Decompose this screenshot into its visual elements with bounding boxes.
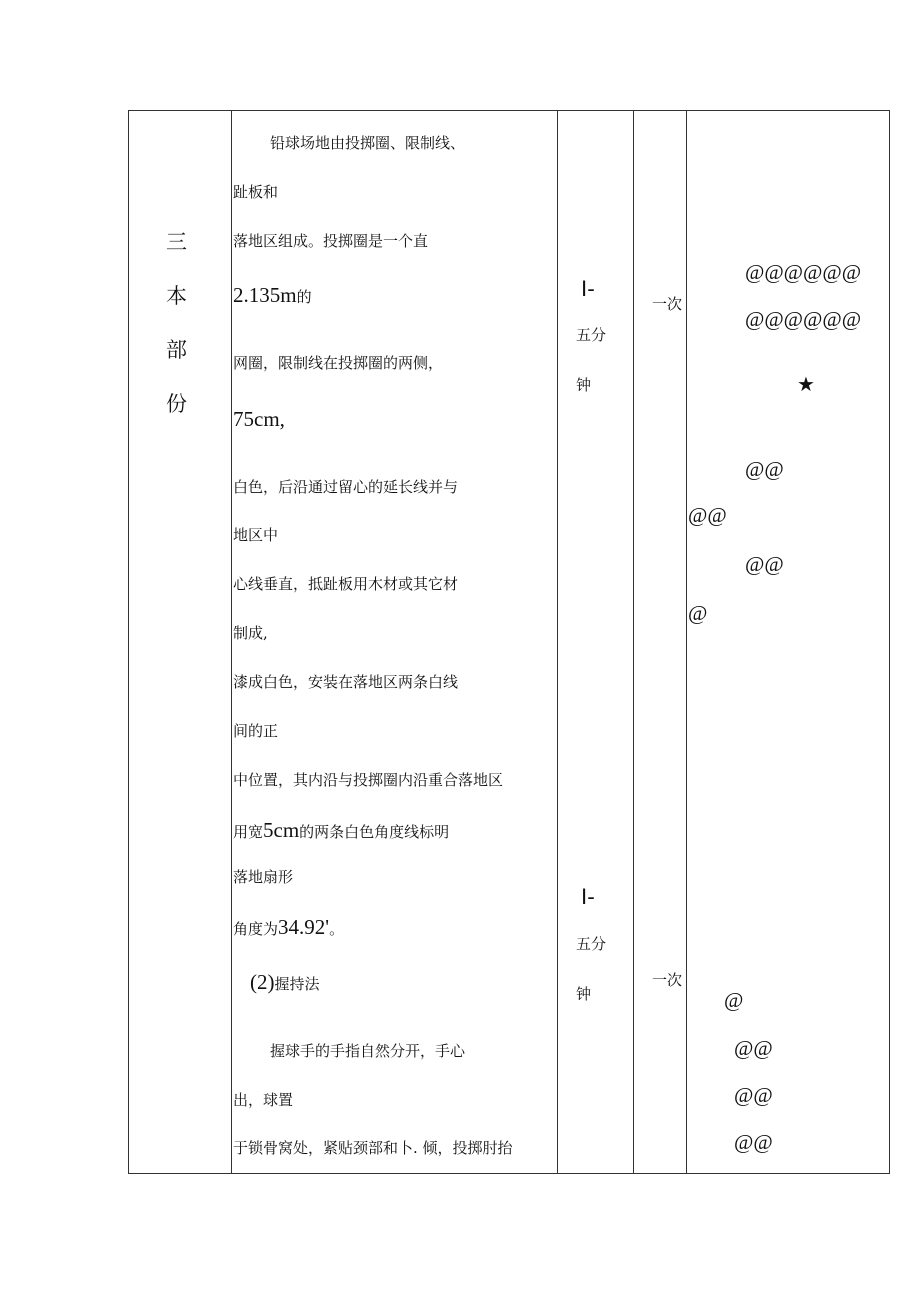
content-suffix: 的 [296, 288, 312, 306]
subheading-text: 握持法 [274, 975, 320, 993]
column-divider [686, 110, 687, 1174]
formation-row: @@ [745, 457, 784, 481]
section-label-char: 本 [166, 284, 187, 308]
column-divider [557, 110, 558, 1174]
section-label-char: 部 [166, 338, 187, 362]
content-line: 漆成白色，安装在落地区两条白线 [233, 673, 459, 691]
content-prefix: 角度为 [233, 920, 279, 938]
content-line: 于锁骨窝处，紧贴颈部和卜. 倾，投掷肘抬 [233, 1139, 513, 1157]
content-line: 落地扇形 [233, 868, 294, 886]
time-bar: I- [581, 885, 595, 909]
content-line: 制成, [233, 624, 268, 642]
formation-row: @@@@@@ [745, 307, 862, 331]
content-line: 网圈，限制线在投掷圈的两侧， [233, 354, 444, 372]
time-duration: 五分 [576, 935, 607, 953]
column-divider [633, 110, 634, 1174]
content-line: 出，球置 [233, 1091, 294, 1109]
section-label-char: 三 [166, 230, 187, 254]
angle-value: 34.92' [278, 915, 330, 939]
time-unit: 钟 [576, 985, 592, 1003]
content-suffix: 的两条白色角度线标明 [299, 823, 450, 841]
section-label-char: 份 [166, 392, 187, 416]
content-line [233, 285, 312, 306]
content-line: 间的正 [233, 722, 279, 740]
content-line [233, 917, 344, 938]
time-bar: I- [581, 277, 595, 301]
content-line: 白色，后沿通过留心的延长线并与 [233, 478, 459, 496]
content-line: 地区中 [233, 526, 279, 544]
content-line [233, 820, 449, 841]
line-width-value: 5cm [263, 818, 300, 842]
content-suffix: 。 [329, 920, 345, 938]
content-line: 75cm, [233, 407, 285, 431]
formation-row: @@ [734, 1083, 773, 1107]
subheading [250, 972, 320, 993]
formation-row: @@@@@@ [745, 260, 862, 284]
formation-row: @@ [745, 552, 784, 576]
formation-row: @ [688, 601, 708, 625]
content-line: 心线垂直，抵趾板用木材或其它材 [233, 575, 459, 593]
formation-row: @ [724, 988, 744, 1012]
time-duration: 五分 [576, 326, 607, 344]
repetitions: 一次 [652, 971, 683, 989]
formation-row: @@ [688, 503, 727, 527]
content-line: 握球手的手指自然分开，手心 [270, 1042, 466, 1060]
content-prefix: 用宽 [233, 823, 264, 841]
repetitions: 一次 [652, 295, 683, 313]
content-line: 中位置，其内沿与投掷圈内沿重合落地区 [233, 771, 504, 789]
content-line: 落地区组成。投掷圈是一个直 [233, 232, 429, 250]
formation-row: @@ [734, 1130, 773, 1154]
subheading-number: (2) [250, 970, 275, 994]
teacher-star-icon: ★ [797, 372, 815, 396]
circle-diameter-value: 2.135m [233, 283, 297, 307]
content-line: 铅球场地由投掷圈、限制线、 [270, 134, 466, 152]
formation-row: @@ [734, 1036, 773, 1060]
column-divider [231, 110, 232, 1174]
content-line: 趾板和 [233, 183, 279, 201]
time-unit: 钟 [576, 376, 592, 394]
